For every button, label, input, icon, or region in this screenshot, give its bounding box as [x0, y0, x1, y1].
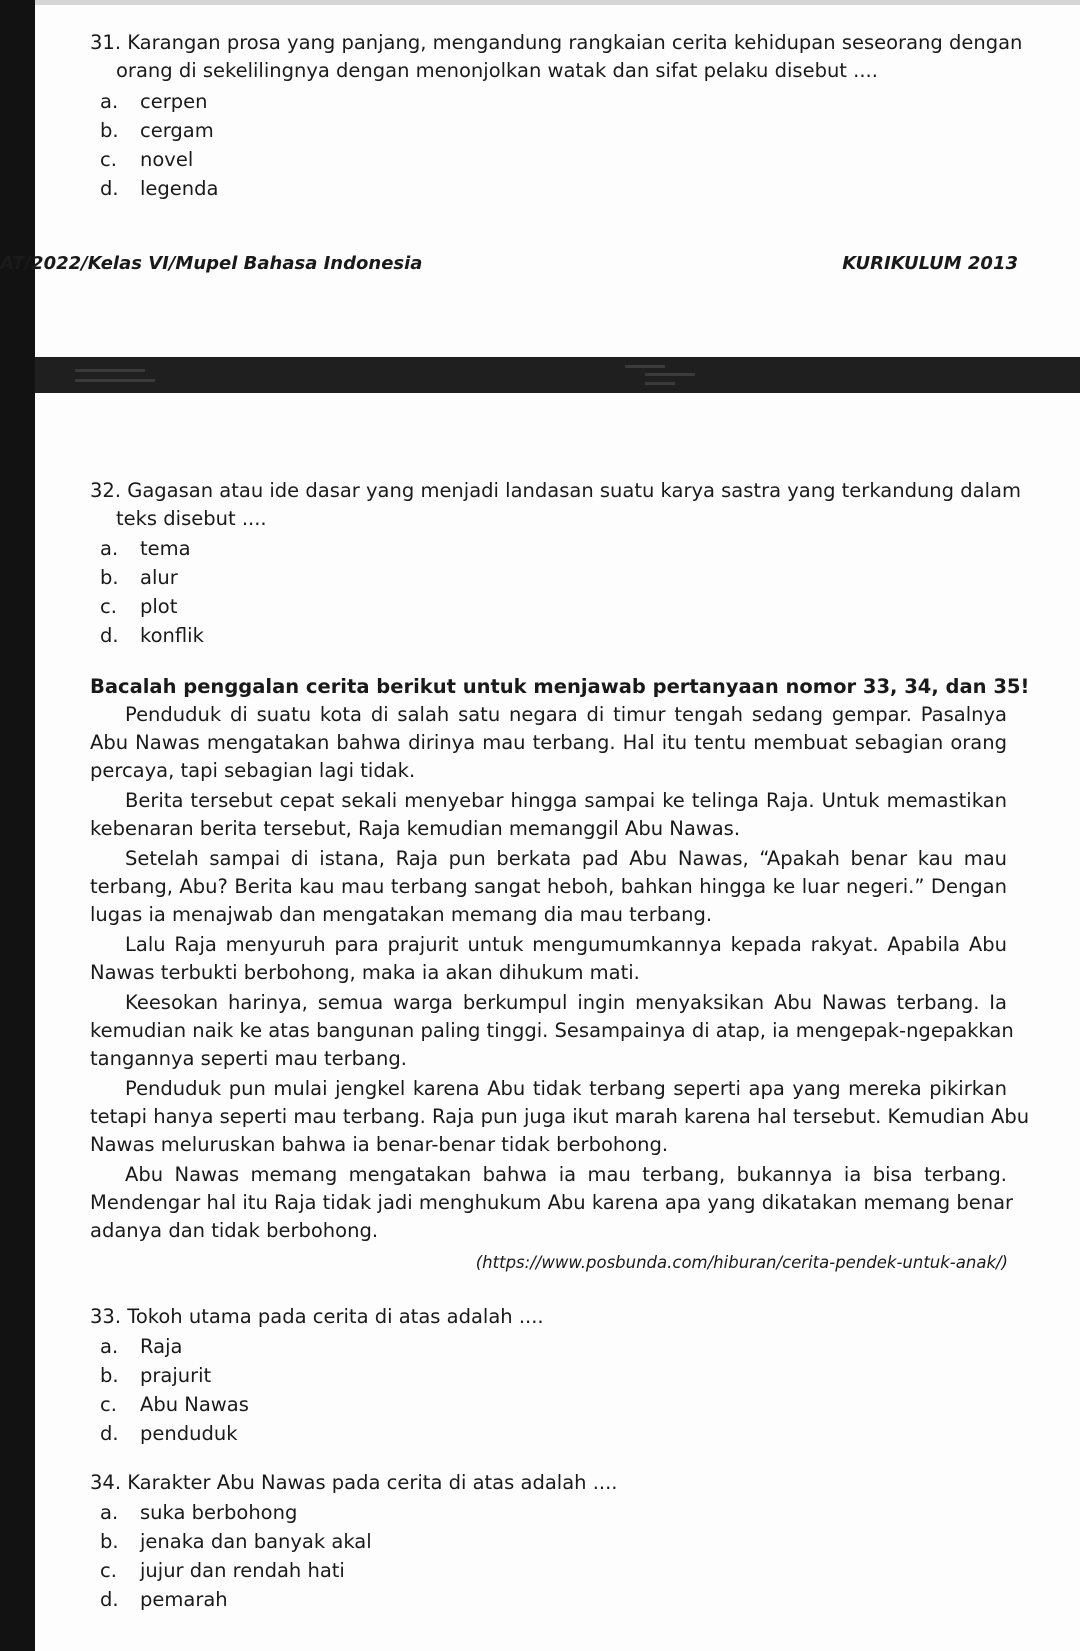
q31-option-b [100, 116, 214, 145]
q31-option-c [100, 145, 193, 174]
q31-option-a [100, 87, 207, 116]
q34-option-b [100, 1527, 372, 1556]
option-letter: c. [100, 595, 117, 618]
q33-line1: Tokoh utama pada cerita di atas adalah .... [127, 1305, 544, 1328]
story-line: kemudian naik ke atas bangunan paling tinggi. Sesampainya di atap, ia mengepak-ngepakkan [90, 1019, 1014, 1042]
q33-stem [90, 1303, 544, 1331]
page-previous [0, 5, 1080, 357]
option-text: prajurit [140, 1364, 212, 1387]
option-letter: a. [100, 90, 119, 113]
story-line: percaya, tapi sebagian lagi tidak. [90, 759, 416, 782]
q34-number: 34. [90, 1471, 122, 1494]
option-text: pemarah [140, 1588, 228, 1611]
story-line: Abu Nawas mengatakan bahwa dirinya mau terbang. Hal itu tentu membuat sebagian orang [90, 731, 1007, 754]
option-letter: c. [100, 1393, 117, 1416]
q31-line1: Karangan prosa yang panjang, mengandung rangkaian cerita kehidupan seseorang dengan [127, 31, 1023, 54]
q33-option-b [100, 1361, 211, 1390]
q32-line1: Gagasan atau ide dasar yang menjadi landasan suatu karya sastra yang terkandung dalam [127, 479, 1021, 502]
story-line: Nawas meluruskan bahwa ia benar-benar tidak berbohong. [90, 1133, 669, 1156]
option-letter: d. [100, 1588, 119, 1611]
story-line: terbang, Abu? Berita kau mau terbang sangat heboh, bahkan hingga ke luar negeri.” Dengan [90, 875, 1007, 898]
q31-line2: orang di sekelilingnya dengan menonjolkan watak dan sifat pelaku disebut .... [116, 59, 878, 82]
story-line: adanya dan tidak berbohong. [90, 1219, 379, 1242]
story-line: Setelah sampai di istana, Raja pun berkata pad Abu Nawas, “Apakah benar kau mau [125, 847, 1007, 870]
option-text: cerpen [140, 90, 208, 113]
q34-option-a [100, 1498, 297, 1527]
story-line: tangannya seperti mau terbang. [90, 1047, 407, 1070]
option-text: Abu Nawas [140, 1393, 249, 1416]
option-text: novel [140, 148, 194, 171]
option-letter: c. [100, 1559, 117, 1582]
option-text: legenda [140, 177, 219, 200]
story-line: Penduduk pun mulai jengkel karena Abu tidak terbang seperti apa yang mereka pikirkan [125, 1077, 1007, 1100]
option-letter: c. [100, 148, 117, 171]
q32-option-d [100, 621, 204, 650]
story-line: kebenaran berita tersebut, Raja kemudian memanggil Abu Nawas. [90, 817, 741, 840]
option-letter: d. [100, 1422, 119, 1445]
q33-option-a [100, 1332, 182, 1361]
story-line: Abu Nawas memang mengatakan bahwa ia mau terbang, bukannya ia bisa terbang. [125, 1163, 1007, 1186]
q32-line2: teks disebut .... [116, 507, 267, 530]
story-line: Lalu Raja menyuruh para prajurit untuk mengumumkannya kepada rakyat. Apabila Abu [125, 933, 1007, 956]
q34-stem [90, 1469, 618, 1497]
page-footer-left: AT/2022/Kelas VI/Mupel Bahasa Indonesia [0, 253, 423, 274]
story-line: Penduduk di suatu kota di salah satu negara di timur tengah sedang gempar. Pasalnya [125, 703, 1007, 726]
option-letter: b. [100, 1364, 119, 1387]
q32-option-c [100, 592, 177, 621]
option-letter: d. [100, 624, 119, 647]
q32-number: 32. [90, 479, 122, 502]
q33-number: 33. [90, 1305, 122, 1328]
q31-number: 31. [90, 31, 122, 54]
option-letter: a. [100, 1335, 119, 1358]
q33-option-c [100, 1390, 249, 1419]
q34-line1: Karakter Abu Nawas pada cerita di atas adalah .... [127, 1471, 618, 1494]
story-line: Mendengar hal itu Raja tidak jadi menghukum Abu karena apa yang dikatakan memang benar [90, 1191, 1014, 1214]
story-line: tetapi hanya seperti mau terbang. Raja pun juga ikut marah karena hal tersebut. Kemudian Abu [90, 1105, 1030, 1128]
option-letter: a. [100, 537, 119, 560]
option-text: plot [140, 595, 178, 618]
option-text: penduduk [140, 1422, 238, 1445]
page-current [35, 393, 1080, 1651]
story-line: Keesokan harinya, semua warga berkumpul ingin menyaksikan Abu Nawas terbang. Ia [125, 991, 1007, 1014]
story-line: Nawas terbukti berbohong, maka ia akan dihukum mati. [90, 961, 640, 984]
q31-option-d [100, 174, 218, 203]
reading-instruction: Bacalah penggalan cerita berikut untuk menjawab pertanyaan nomor 33, 34, dan 35! [90, 675, 1030, 698]
option-text: konflik [140, 624, 204, 647]
option-letter: a. [100, 1501, 119, 1524]
q33-option-d [100, 1419, 238, 1448]
story-line: lugas ia menajwab dan mengatakan memang dia mau terbang. [90, 903, 713, 926]
q34-option-d [100, 1585, 228, 1614]
story-source: (https://www.posbunda.com/hiburan/cerita-pendek-untuk-anak/) [475, 1253, 1008, 1272]
option-text: Raja [140, 1335, 183, 1358]
q31-stem [90, 29, 1022, 57]
option-text: cergam [140, 119, 214, 142]
q34-option-c [100, 1556, 345, 1585]
q32-stem [90, 477, 1021, 505]
option-text: jujur dan rendah hati [140, 1559, 345, 1582]
option-text: jenaka dan banyak akal [140, 1530, 372, 1553]
option-text: suka berbohong [140, 1501, 298, 1524]
q32-option-b [100, 563, 178, 592]
option-text: alur [140, 566, 178, 589]
page-separator [35, 357, 1080, 393]
option-letter: b. [100, 1530, 119, 1553]
option-text: tema [140, 537, 191, 560]
q32-option-a [100, 534, 191, 563]
page-footer-right: KURIKULUM 2013 [842, 253, 1018, 274]
left-dark-margin [0, 0, 35, 1651]
story-line: Berita tersebut cepat sekali menyebar hingga sampai ke telinga Raja. Untuk memastikan [125, 789, 1007, 812]
option-letter: d. [100, 177, 119, 200]
option-letter: b. [100, 566, 119, 589]
option-letter: b. [100, 119, 119, 142]
